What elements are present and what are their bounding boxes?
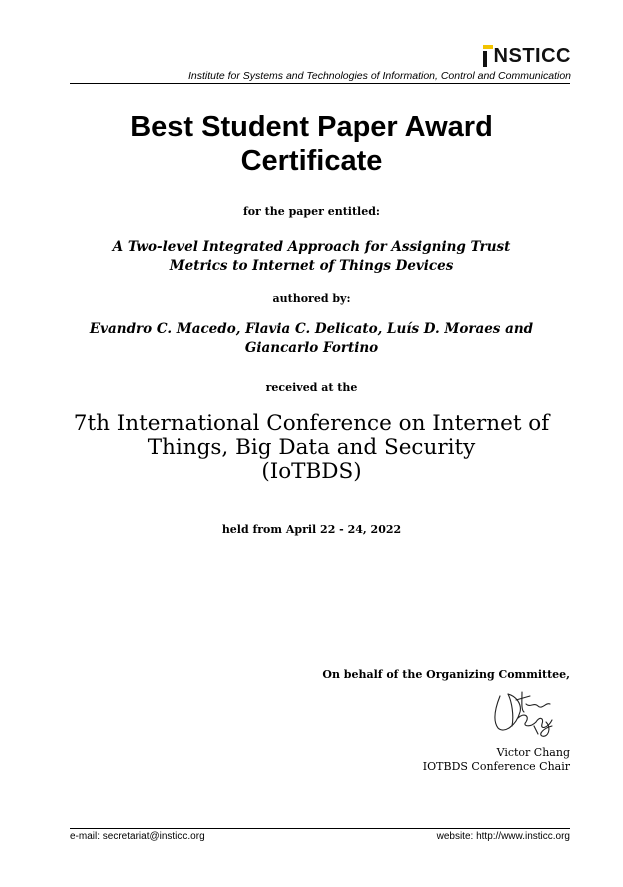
insticc-logo	[479, 41, 571, 67]
authors	[40, 320, 583, 358]
signer-name: Victor Chang	[496, 746, 570, 759]
paper-intro: for the paper entitled:	[242, 205, 380, 218]
conference-line2: Things, Big Data and Security	[147, 435, 476, 460]
handwritten-signature	[486, 682, 566, 742]
conference-line3: (IoTBDS)	[261, 459, 362, 484]
certificate-title-line2: Certificate	[240, 145, 383, 177]
certificate-title	[0, 110, 623, 178]
footer-email: e-mail: secretariat@insticc.org	[70, 831, 205, 842]
conference-line1: 7th International Conference on Internet of	[73, 411, 550, 436]
paper-title-line1: A Two-level Integrated Approach for Assigning Trust	[112, 239, 511, 255]
paper-title	[60, 238, 563, 276]
institute-name: Institute for Systems and Technologies of Information, Control and Communication	[187, 70, 571, 82]
authors-line1: Evandro C. Macedo, Flavia C. Delicato, Luís D. Moraes and	[89, 321, 534, 337]
logo-i-mark-icon	[479, 45, 493, 67]
paper-title-line2: Metrics to Internet of Things Devices	[169, 258, 454, 274]
behalf-text: On behalf of the Organizing Committee,	[322, 668, 570, 681]
conference-dates: held from April 22 - 24, 2022	[221, 523, 402, 536]
authored-label: authored by:	[272, 292, 351, 305]
certificate-title-line1: Best Student Paper Award	[130, 111, 493, 143]
logo-text: NSTICC	[493, 45, 571, 67]
header-divider	[70, 83, 570, 84]
conference-name	[40, 412, 583, 484]
received-label: received at the	[265, 381, 358, 394]
authors-line2: Giancarlo Fortino	[244, 340, 379, 356]
footer-divider	[70, 828, 570, 829]
signer-role: IOTBDS Conference Chair	[422, 760, 570, 773]
footer-website: website: http://www.insticc.org	[436, 831, 570, 842]
